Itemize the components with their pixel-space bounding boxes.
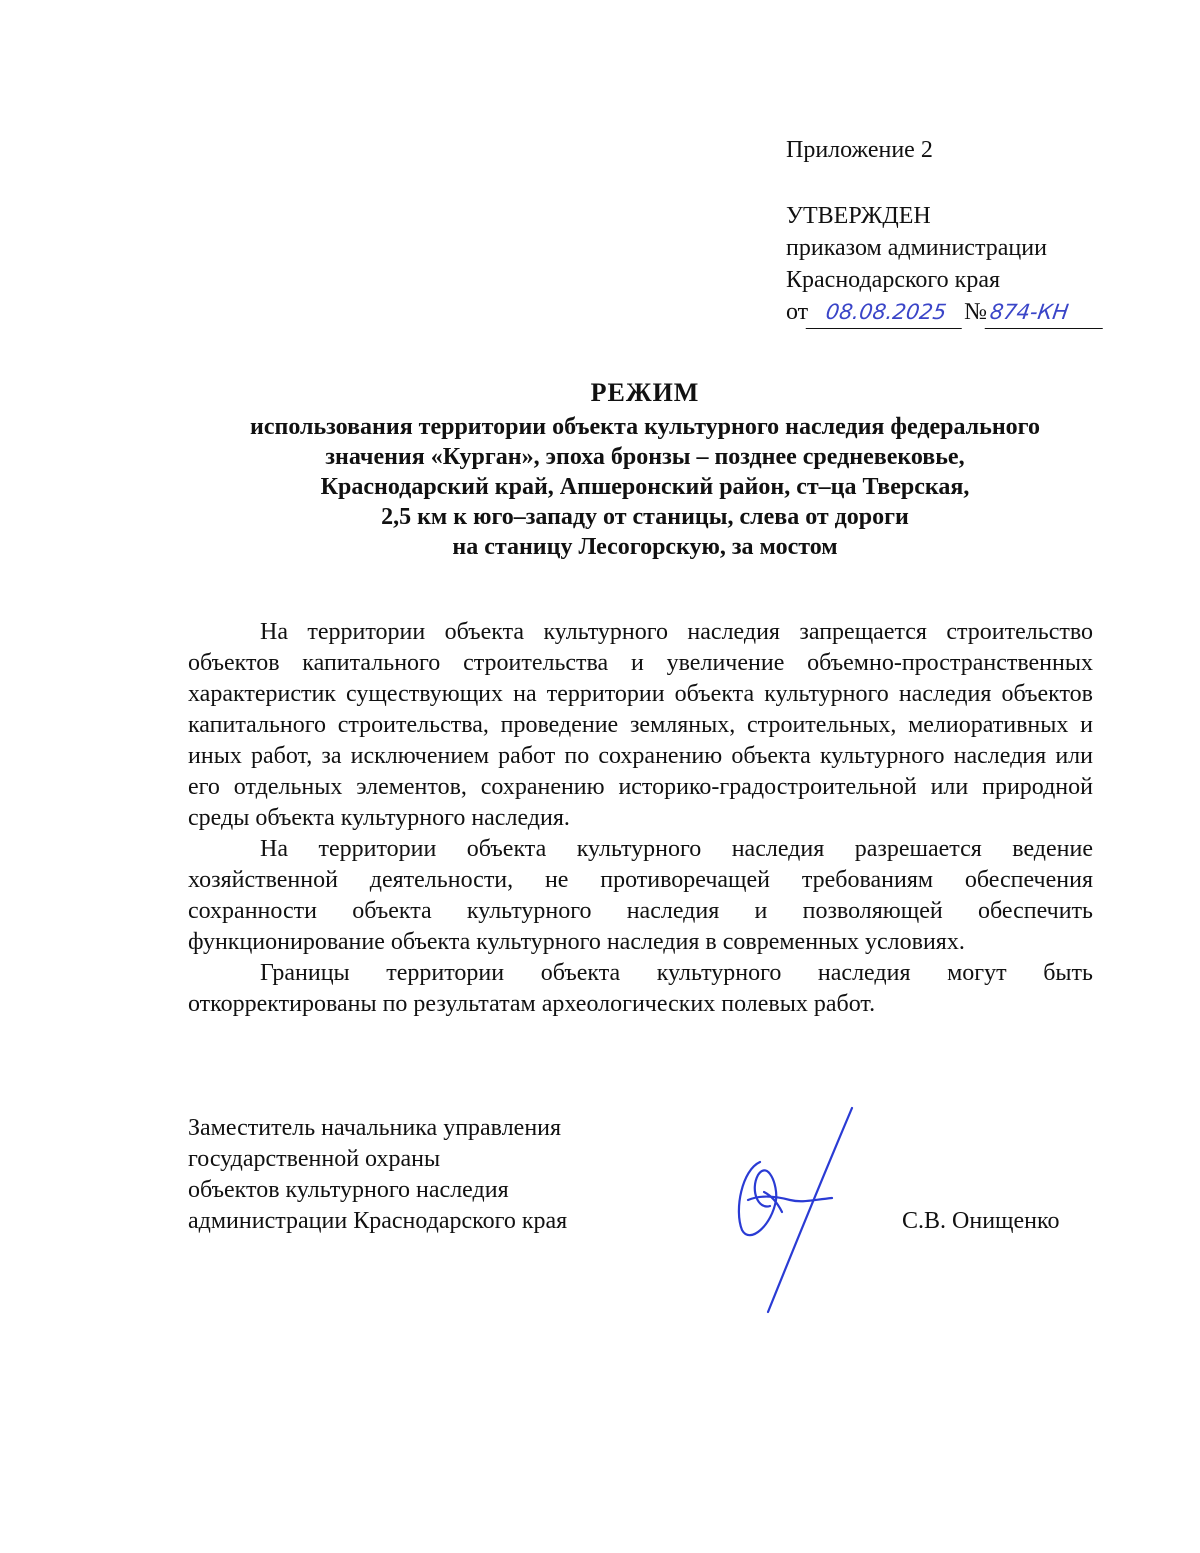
signature-strokes: [739, 1108, 852, 1312]
body-paragraph-2: На территории объекта культурного наследия разрешается ведение хозяйственной деятельности, не противоречащей требованиям обеспечения сохранности объекта культурного наследия и позволяющей обеспечить функционирование объекта культурного наследия в современных условиях.: [188, 836, 1093, 955]
signatory-position: [188, 1113, 567, 1237]
title-line-4: 2,5 км к юго–западу от станицы, слева от дороги: [381, 504, 909, 530]
position-line-4: администрации Краснодарского края: [188, 1208, 568, 1234]
order-date: 08.08.2025: [806, 296, 967, 329]
signer-name: С.В. Онищенко: [902, 1208, 1060, 1234]
title-line-3: Краснодарский край, Апшеронский район, ст–ца Тверская,: [320, 474, 970, 500]
number-label: №: [964, 299, 988, 325]
body-paragraph-3: Границы территории объекта культурного наследия могут быть откорректированы по результатам археологических полевых работ.: [188, 960, 1093, 1017]
position-line-1: Заместитель начальника управления: [188, 1115, 562, 1141]
title-line-2: значения «Курган», эпоха бронзы – позднее средневековье,: [325, 444, 965, 470]
body-paragraph-1: На территории объекта культурного наследия запрещается строительство объектов капитального строительства и увеличение объемно-пространственных характеристик существующих на территории объекта культурного наследия объектов капитального строительства, проведение земляных, строительных, мелиоративных и иных работ, за исключением работ по сохранению объекта культурного наследия или его отдельных элементов, сохранению историко-градостроительной или природной среды объекта культурного наследия.: [188, 619, 1093, 831]
position-line-2: государственной охраны: [188, 1146, 441, 1172]
title-line-5: на станицу Лесогорскую, за мостом: [452, 534, 838, 560]
document-body: [188, 617, 1093, 1020]
from-label: от: [786, 299, 809, 325]
approval-line-1: приказом администрации: [786, 235, 1047, 261]
position-line-3: объектов культурного наследия: [188, 1177, 509, 1203]
handwritten-signature: [720, 1100, 870, 1320]
document-title: [170, 378, 1120, 562]
order-number: 874-КН: [985, 296, 1108, 329]
approved-label: УТВЕРЖДЕН: [786, 203, 931, 229]
order-reference: [786, 296, 1105, 329]
title-line-1: использования территории объекта культурного наследия федерального: [250, 414, 1040, 440]
annex-label: Приложение 2: [786, 137, 933, 163]
title-heading: РЕЖИМ: [590, 378, 700, 407]
approval-line-2: Краснодарского края: [786, 267, 1001, 293]
approval-stamp: [786, 134, 1105, 329]
